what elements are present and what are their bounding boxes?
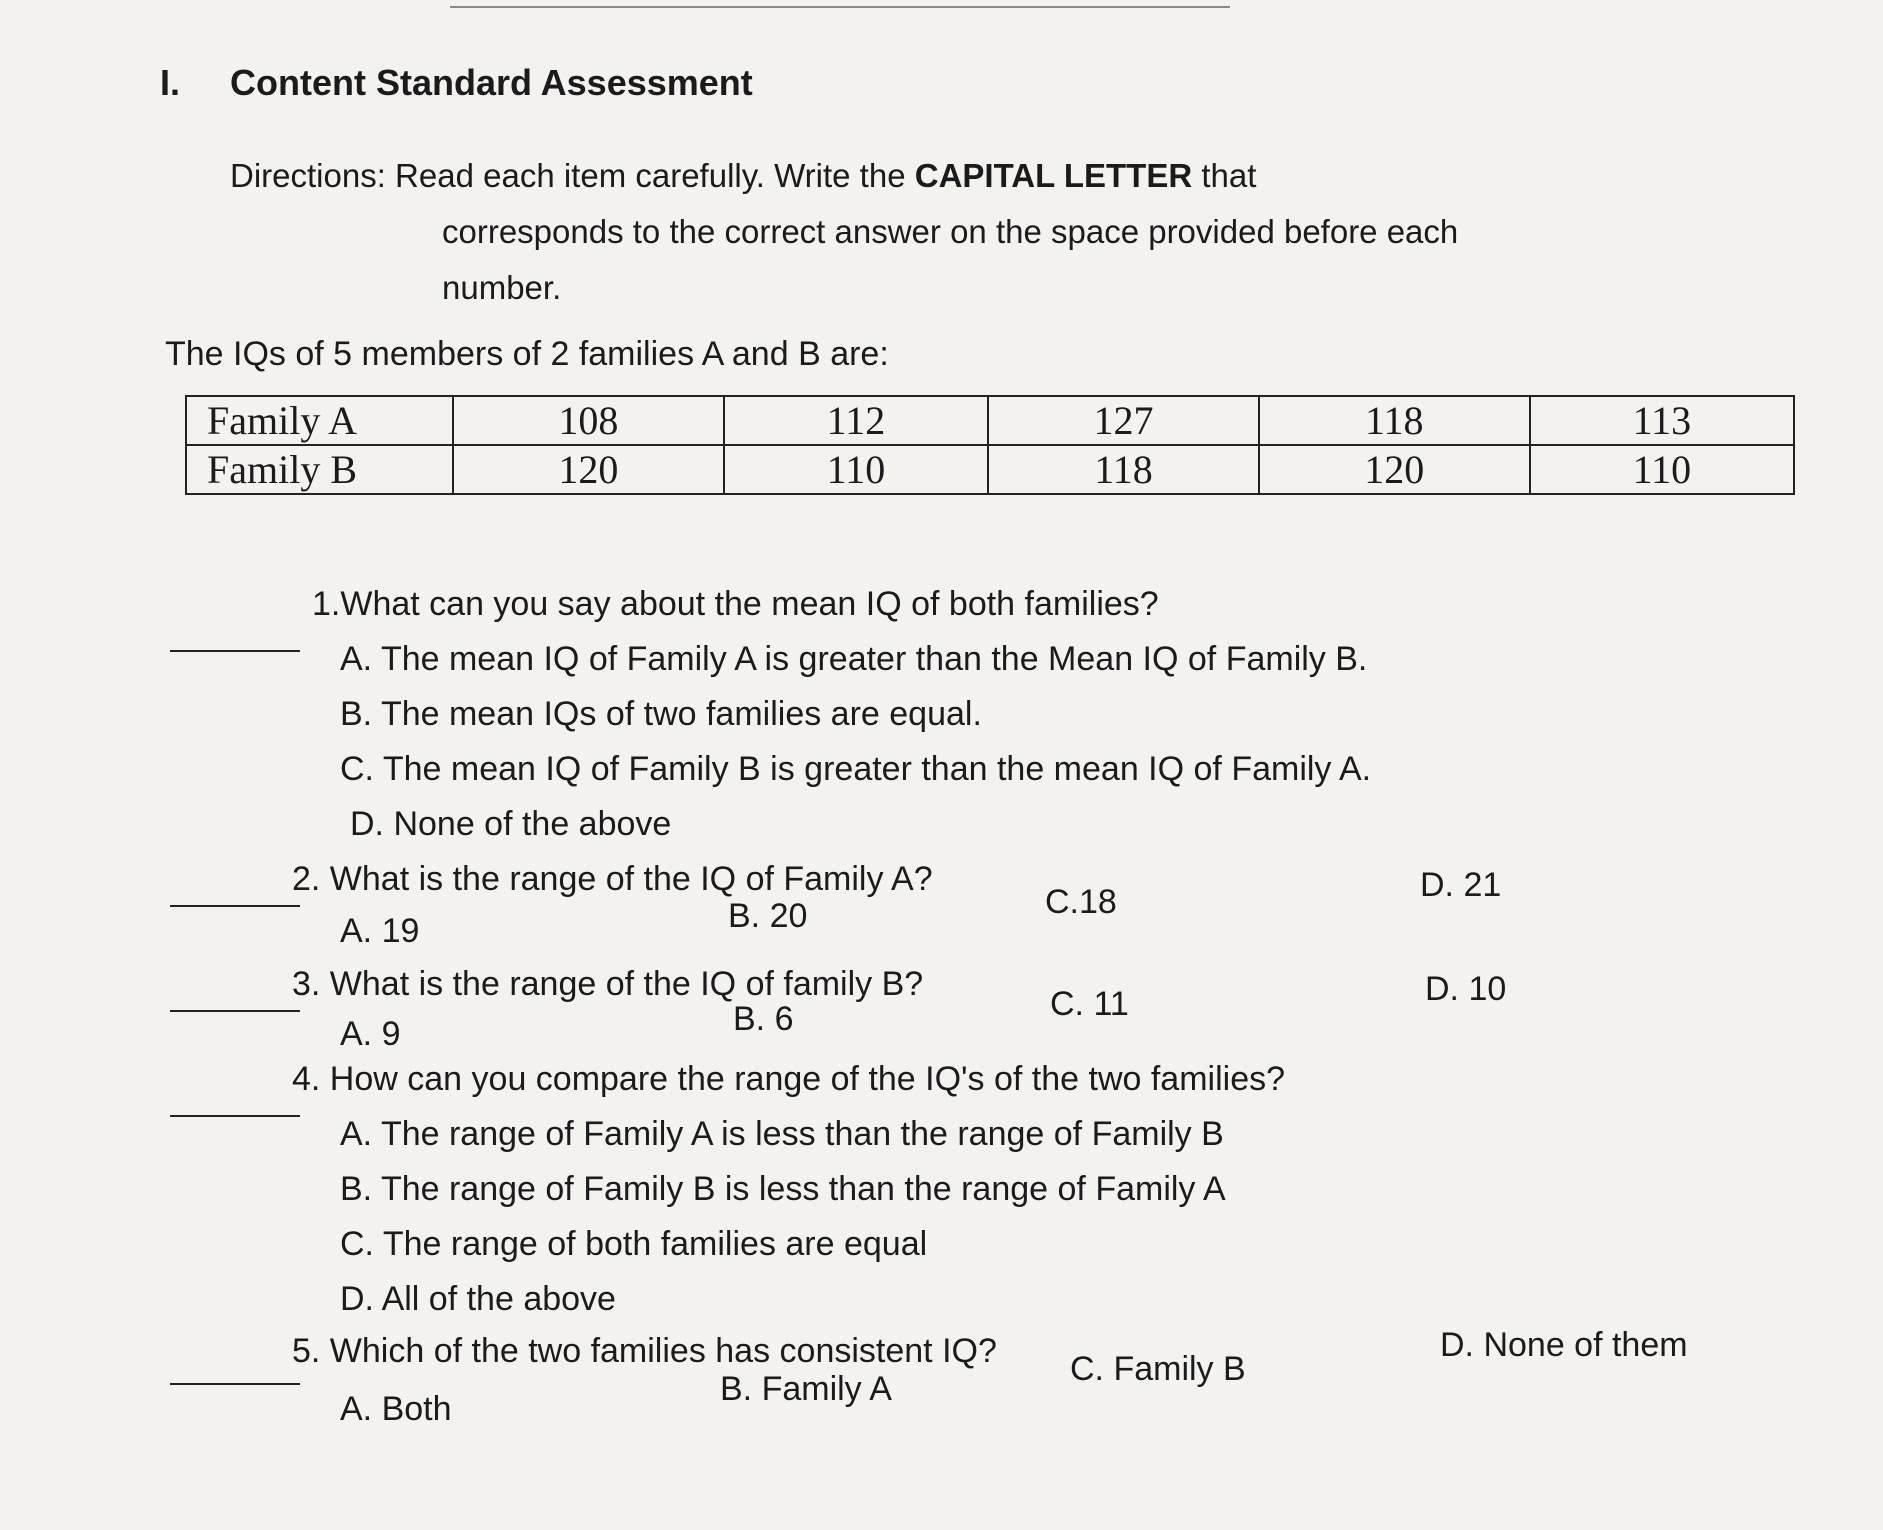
answer-blank-2[interactable] — [170, 905, 300, 907]
row-label: Family A — [186, 396, 453, 445]
question-4-choice-d: D. All of the above — [340, 1280, 616, 1318]
section-title: Content Standard Assessment — [230, 62, 753, 103]
question-3-choice-b: B. 6 — [733, 1000, 794, 1038]
question-1-choice-d: D. None of the above — [350, 805, 672, 843]
question-2-choice-b: B. 20 — [728, 897, 808, 935]
directions — [230, 148, 1458, 316]
table-cell: 110 — [724, 445, 988, 494]
iq-table — [185, 395, 1795, 495]
table-cell: 127 — [988, 396, 1259, 445]
table-cell: 120 — [453, 445, 724, 494]
directions-label: Directions: — [230, 157, 386, 194]
answer-blank-4[interactable] — [170, 1115, 300, 1117]
question-3-choice-c: C. 11 — [1050, 985, 1129, 1023]
question-4-choice-c: C. The range of both families are equal — [340, 1225, 928, 1263]
section-heading — [160, 62, 753, 104]
question-4-choice-a: A. The range of Family A is less than the range of Family B — [340, 1115, 1224, 1153]
question-2-choice-c: C.18 — [1045, 883, 1117, 921]
question-1-choice-a: A. The mean IQ of Family A is greater than the Mean IQ of Family B. — [340, 640, 1368, 678]
table-intro: The IQs of 5 members of 2 families A and B are: — [165, 335, 889, 373]
answer-blank-5[interactable] — [170, 1383, 300, 1385]
directions-emphasis: CAPITAL LETTER — [914, 157, 1193, 194]
answer-blank-1[interactable] — [170, 650, 300, 652]
top-rule — [450, 6, 1230, 8]
question-1-choice-b: B. The mean IQs of two families are equal. — [340, 695, 982, 733]
directions-line-2: corresponds to the correct answer on the space provided before each — [442, 213, 1459, 250]
question-5-choice-b: B. Family A — [720, 1370, 892, 1408]
question-5-choice-a: A. Both — [340, 1390, 452, 1428]
question-4-stem: 4. How can you compare the range of the IQ's of the two families? — [292, 1060, 1286, 1098]
question-3-choice-a: A. 9 — [340, 1015, 401, 1053]
table-cell: 110 — [1530, 445, 1794, 494]
table-cell: 118 — [988, 445, 1259, 494]
question-3-stem: 3. What is the range of the IQ of family B? — [292, 965, 924, 1003]
question-5-choice-c: C. Family B — [1070, 1350, 1246, 1388]
question-5-stem: 5. Which of the two families has consistent IQ? — [292, 1332, 997, 1370]
question-2-stem: 2. What is the range of the IQ of Family A? — [292, 860, 933, 898]
table-row-family-a — [186, 396, 1794, 445]
table-cell: 108 — [453, 396, 724, 445]
table-cell: 112 — [724, 396, 988, 445]
section-number: I. — [160, 62, 181, 103]
question-3-choice-d: D. 10 — [1425, 970, 1507, 1008]
question-2-choice-a: A. 19 — [340, 912, 420, 950]
table-cell: 113 — [1530, 396, 1794, 445]
answer-blank-3[interactable] — [170, 1010, 300, 1012]
directions-text-after: that — [1192, 157, 1257, 194]
table-cell: 118 — [1259, 396, 1530, 445]
question-1-choice-c: C. The mean IQ of Family B is greater than the mean IQ of Family A. — [340, 750, 1372, 788]
directions-line-3: number. — [442, 269, 562, 306]
table-row-family-b — [186, 445, 1794, 494]
row-label: Family B — [186, 445, 453, 494]
directions-text-before: Read each item carefully. Write the — [385, 157, 915, 194]
table-cell: 120 — [1259, 445, 1530, 494]
question-2-choice-d: D. 21 — [1420, 866, 1502, 904]
question-1-stem: 1.What can you say about the mean IQ of both families? — [312, 585, 1159, 623]
question-4-choice-b: B. The range of Family B is less than the range of Family A — [340, 1170, 1226, 1208]
question-5-choice-d: D. None of them — [1440, 1326, 1688, 1364]
